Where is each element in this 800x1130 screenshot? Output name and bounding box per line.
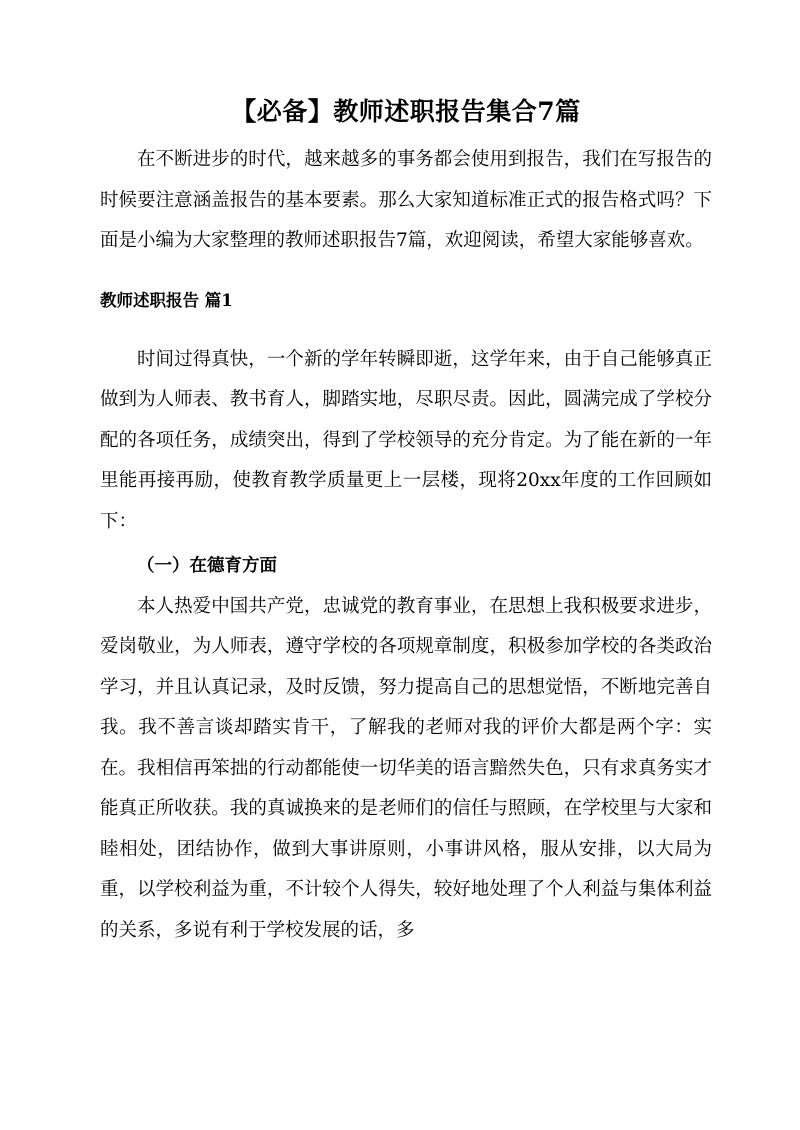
document-title: 【必备】教师述职报告集合7篇 [231, 97, 581, 126]
section-paragraph-2: 本人热爱中国共产党，忠诚党的教育事业，在思想上我积极要求进步，爱岗敬业，为人师表，遵守学校的各项规章制度，积极参加学校的各类政治学习，并且认真记录，及时反馈，努力提高自己的思想觉悟，不断地完善自我。我不善言谈却踏实肯干，了解我的老师对我的评价大都是两个字：实在。我相信再笨拙的行动都能使一切华美的语言黯然失色，只有求真务实才能真正所收获。我的真诚换来的是老师们的信任与照顾，在学校里与大家和睦相处，团结协作，做到大事讲原则，小事讲风格，服从安排，以大局为重，以学校利益为重，不计较个人得失，较好地处理了个人利益与集体利益的关系，多说有利于学校发展的话，多 [100, 595, 712, 941]
intro-paragraph: 在不断进步的时代，越来越多的事务都会使用到报告，我们在写报告的时候要注意涵盖报告的基本要素。那么大家知道标准正式的报告格式吗？下面是小编为大家整理的教师述职报告7篇，欢迎阅读，希望大家能够喜欢。 [100, 149, 712, 251]
sub-heading: （一）在德育方面 [137, 556, 277, 576]
document-page [100, 92, 712, 951]
section-paragraph-1: 时间过得真快，一个新的学年转瞬即逝，这学年来，由于自己能够真正做到为人师表、教书育人，脚踏实地，尽职尽责。因此，圆满完成了学校分配的各项任务，成绩突出，得到了学校领导的充分肯定。为了能在新的一年里能再接再励，使教育教学质量更上一层楼，现将20xx年度的工作回顾如下： [100, 348, 712, 532]
section-heading: 教师述职报告 篇1 [100, 290, 233, 310]
